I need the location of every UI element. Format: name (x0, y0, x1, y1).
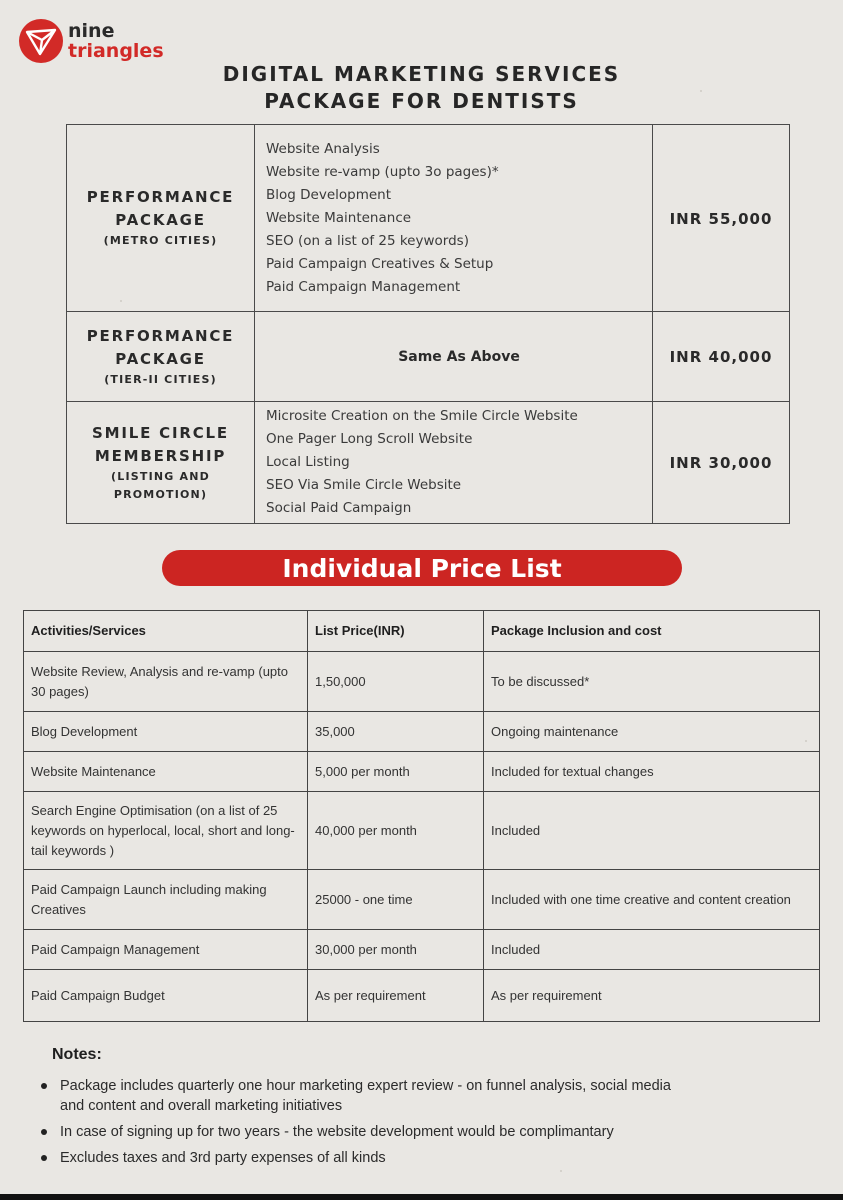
package-feature: One Pager Long Scroll Website (266, 431, 473, 447)
list-price-cell: 25000 - one time (308, 870, 484, 930)
inclusion-cell: Included with one time creative and content creation (484, 870, 820, 930)
price-list-table (23, 610, 820, 1022)
bullet-icon (41, 1155, 47, 1161)
inclusion-cell: Ongoing maintenance (484, 712, 820, 752)
package-name: MEMBERSHIP (94, 446, 227, 465)
package-feature: Paid Campaign Creatives & Setup (266, 255, 494, 272)
column-header: Activities/Services (24, 611, 308, 652)
package-features-cell (255, 402, 653, 524)
package-price: INR 40,000 (669, 348, 773, 366)
package-feature: Blog Development (266, 186, 392, 203)
package-price-cell (653, 402, 790, 524)
note-text: Package includes quarterly one hour marketing expert review - on funnel analysis, social media and content and overall marketing initiatives (60, 1078, 671, 1114)
table-row (24, 752, 820, 792)
notes-list (38, 1076, 698, 1174)
list-price-cell: 5,000 per month (308, 752, 484, 792)
package-name: PERFORMANCE (86, 188, 235, 206)
note-item (38, 1076, 698, 1116)
package-price-cell (653, 125, 790, 312)
page-title-line1: DIGITAL MARKETING SERVICES (222, 62, 621, 86)
service-cell: Website Maintenance (24, 752, 308, 792)
notes-title: Notes: (52, 1046, 102, 1063)
column-header: Package Inclusion and cost (484, 611, 820, 652)
package-subtitle: (LISTING AND (111, 469, 210, 483)
table-row (24, 712, 820, 752)
package-name-cell (67, 312, 255, 402)
table-row (24, 870, 820, 930)
package-feature: Website Maintenance (266, 209, 412, 226)
package-price: INR 30,000 (669, 454, 773, 472)
package-feature: SEO Via Smile Circle Website (266, 477, 462, 493)
package-same-text: Same As Above (255, 312, 653, 402)
package-feature: Local Listing (266, 454, 350, 470)
page-title-line2: PACKAGE FOR DENTISTS (264, 89, 579, 113)
table-row (24, 930, 820, 970)
package-subtitle: (METRO CITIES) (103, 234, 218, 247)
package-feature: SEO (on a list of 25 keywords) (266, 232, 469, 249)
service-cell: Paid Campaign Budget (24, 970, 308, 1022)
list-price-cell: 30,000 per month (308, 930, 484, 970)
package-name: PACKAGE (115, 349, 206, 368)
package-feature: Social Paid Campaign (266, 500, 412, 516)
package-subtitle: (TIER-II CITIES) (104, 372, 217, 386)
bullet-icon (41, 1083, 47, 1089)
note-item (38, 1122, 698, 1142)
triangle-logo-icon (18, 18, 64, 64)
package-feature: Paid Campaign Management (266, 278, 461, 295)
bottom-border (0, 1194, 843, 1200)
bullet-icon (41, 1129, 47, 1135)
package-row (67, 312, 790, 402)
inclusion-cell: As per requirement (484, 970, 820, 1022)
package-name: PACKAGE (115, 211, 206, 229)
inclusion-cell: Included (484, 792, 820, 870)
individual-price-list-banner: Individual Price List (162, 550, 682, 586)
package-features-cell (255, 125, 653, 312)
package-table (66, 124, 790, 524)
service-cell: Paid Campaign Management (24, 930, 308, 970)
package-row (67, 125, 790, 312)
service-cell: Search Engine Optimisation (on a list of 25 keywords on hyperlocal, local, short and long-tail keywords ) (24, 792, 308, 870)
service-cell: Paid Campaign Launch including making Creatives (24, 870, 308, 930)
service-cell: Blog Development (24, 712, 308, 752)
note-text: Excludes taxes and 3rd party expenses of all kinds (60, 1150, 386, 1166)
package-price: INR 55,000 (669, 209, 773, 228)
brand-name-line1: nine (68, 20, 115, 42)
list-price-cell: 40,000 per month (308, 792, 484, 870)
package-name: SMILE CIRCLE (92, 423, 229, 442)
service-cell: Website Review, Analysis and re-vamp (upto 30 pages) (24, 652, 308, 712)
brand-name-line2: triangles (68, 40, 164, 62)
package-name-cell (67, 402, 255, 524)
note-item (38, 1148, 698, 1168)
package-feature: Website re-vamp (upto 3o pages)* (266, 163, 499, 180)
package-feature: Website Analysis (266, 140, 380, 157)
inclusion-cell: Included (484, 930, 820, 970)
table-row (24, 970, 820, 1022)
table-row (24, 792, 820, 870)
brand-logo (18, 18, 164, 64)
column-header: List Price(INR) (308, 611, 484, 652)
package-name: PERFORMANCE (86, 326, 235, 345)
package-subtitle: PROMOTION) (113, 487, 208, 501)
table-header-row (24, 611, 820, 652)
list-price-cell: 1,50,000 (308, 652, 484, 712)
package-price-cell (653, 312, 790, 402)
inclusion-cell: Included for textual changes (484, 752, 820, 792)
package-row (67, 402, 790, 524)
package-name-cell (67, 125, 255, 312)
note-text: In case of signing up for two years - the website development would be complimantary (60, 1124, 614, 1140)
inclusion-cell: To be discussed* (484, 652, 820, 712)
list-price-cell: As per requirement (308, 970, 484, 1022)
table-row (24, 652, 820, 712)
list-price-cell: 35,000 (308, 712, 484, 752)
package-feature: Microsite Creation on the Smile Circle Website (266, 408, 578, 424)
